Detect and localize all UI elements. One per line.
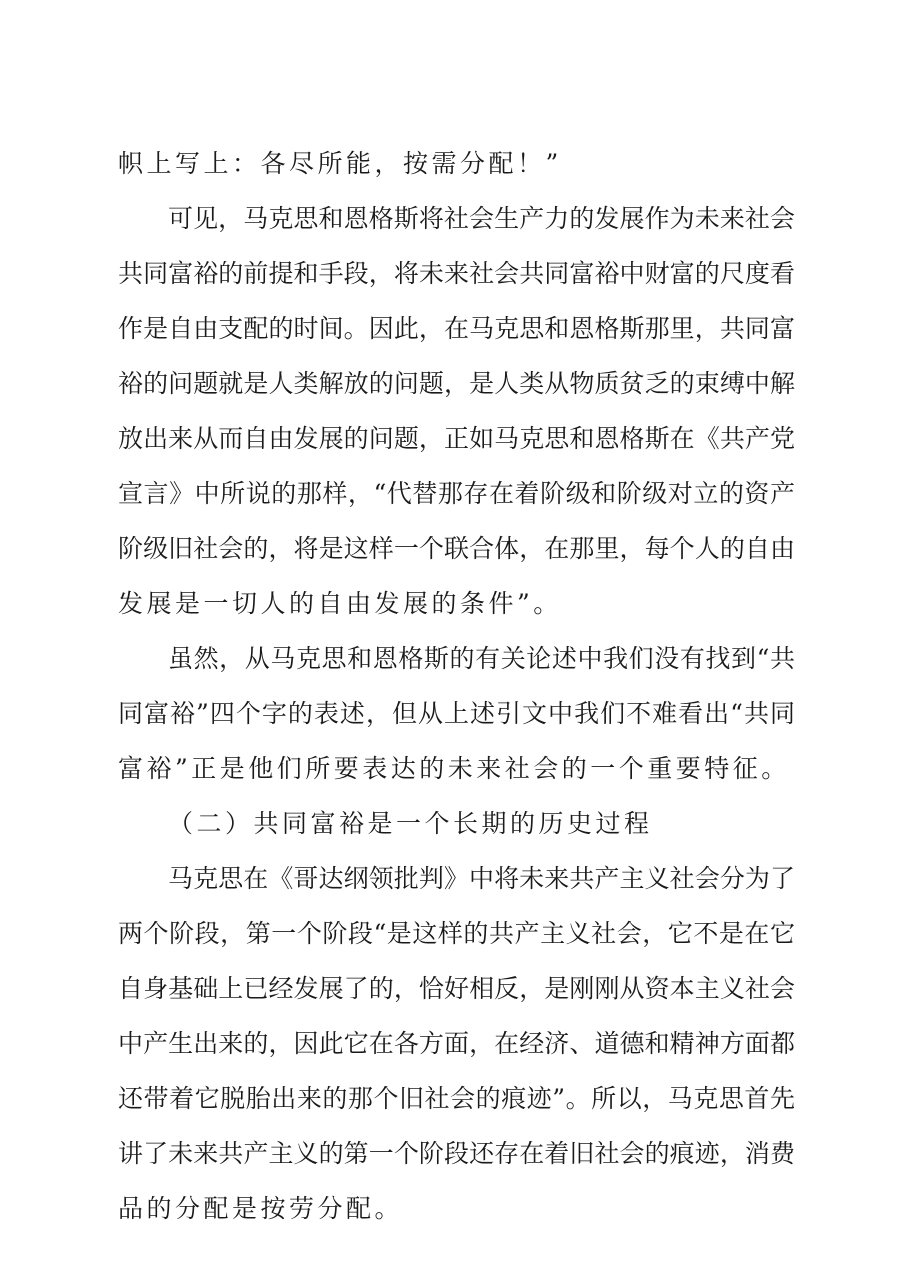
text-line: 还带着它脱胎出来的那个旧社会的痕迹”。所以，马克思首先 bbox=[118, 1084, 796, 1113]
text-line: 帜上写上：各尽所能，按需分配！” bbox=[118, 149, 562, 178]
text-line: 马克思在《哥达纲领批判》中将未来共产主义社会分为了 bbox=[168, 864, 796, 893]
text-line: 品的分配是按劳分配。 bbox=[118, 1194, 404, 1223]
text-line: 作是自由支配的时间。因此，在马克思和恩格斯那里，共同富 bbox=[118, 314, 796, 343]
text-line: 裕的问题就是人类解放的问题，是人类从物质贫乏的束缚中解 bbox=[118, 369, 796, 398]
text-line: 讲了未来共产主义的第一个阶段还存在着旧社会的痕迹，消费 bbox=[118, 1139, 796, 1168]
text-line: 中产生出来的，因此它在各方面，在经济、道德和精神方面都 bbox=[118, 1029, 796, 1058]
text-line: 共同富裕的前提和手段，将未来社会共同富裕中财富的尺度看 bbox=[118, 259, 796, 288]
text-line: 两个阶段，第一个阶段“是这样的共产主义社会，它不是在它 bbox=[118, 919, 796, 948]
section-heading: （二）共同富裕是一个长期的历史过程 bbox=[168, 809, 653, 838]
text-line: 虽然，从马克思和恩格斯的有关论述中我们没有找到“共 bbox=[168, 644, 796, 673]
text-line: 宣言》中所说的那样，“代替那存在着阶级和阶级对立的资产 bbox=[118, 479, 796, 508]
text-line: 阶级旧社会的，将是这样一个联合体，在那里，每个人的自由 bbox=[118, 534, 796, 563]
text-line: 发展是一切人的自由发展的条件”。 bbox=[118, 589, 562, 618]
text-line: 放出来从而自由发展的问题，正如马克思和恩格斯在《共产党 bbox=[118, 424, 796, 453]
text-line: 同富裕”四个字的表述，但从上述引文中我们不难看出“共同 bbox=[118, 699, 796, 728]
text-line: 富裕”正是他们所要表达的未来社会的一个重要特征。 bbox=[118, 754, 790, 783]
text-line: 可见，马克思和恩格斯将社会生产力的发展作为未来社会 bbox=[168, 204, 796, 233]
text-line: 自身基础上已经发展了的，恰好相反，是刚刚从资本主义社会 bbox=[118, 974, 796, 1003]
